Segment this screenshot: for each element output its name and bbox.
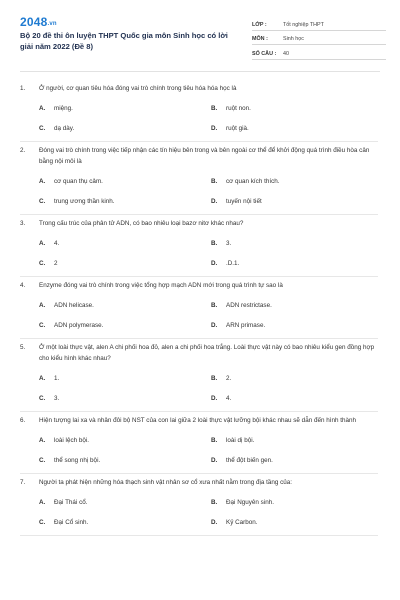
answer-options <box>20 488 378 528</box>
option-text: thể đột biến gen. <box>226 457 273 464</box>
answer-option[interactable] <box>39 435 211 446</box>
answer-option[interactable] <box>39 300 211 311</box>
answer-option[interactable] <box>211 103 383 114</box>
answer-option[interactable] <box>211 373 383 384</box>
option-letter: D. <box>211 260 218 267</box>
option-text: 3. <box>54 395 60 402</box>
answer-option[interactable] <box>39 123 211 134</box>
answer-option[interactable] <box>39 497 211 508</box>
answer-option[interactable] <box>39 176 211 187</box>
answer-option[interactable] <box>211 435 383 446</box>
option-letter: C. <box>39 198 46 205</box>
question-number: 6. <box>20 417 26 424</box>
option-letter: C. <box>39 457 46 464</box>
question-stem <box>20 280 378 291</box>
answer-options <box>20 364 378 404</box>
option-text: Đại Thái cổ. <box>54 499 88 506</box>
question-stem <box>20 415 378 426</box>
option-letter: B. <box>211 499 218 506</box>
answer-option[interactable] <box>211 196 383 207</box>
option-letter: A. <box>39 499 46 506</box>
option-letter: D. <box>211 395 218 402</box>
option-letter: A. <box>39 105 46 112</box>
option-text: 3. <box>226 240 232 247</box>
question-text: Ở một loài thực vật, alen A chi phối hoa đỏ, alen a chi phối hoa trắng. Loài thực vật này có bao nhiêu kiểu gen đồng hợp cho kiểu hình khác nhau? <box>39 344 375 362</box>
option-text: thể song nhị bội. <box>54 457 101 464</box>
answer-option[interactable] <box>39 517 211 528</box>
option-text: ADN polymerase. <box>54 322 104 329</box>
question-text: Trong cấu trúc của phân tử ADN, có bao nhiêu loại bazơ nitơ khác nhau? <box>39 220 244 227</box>
option-letter: B. <box>211 240 218 247</box>
answer-option[interactable] <box>211 517 383 528</box>
answer-option[interactable] <box>39 258 211 269</box>
meta-value: 40 <box>283 50 289 57</box>
option-letter: A. <box>39 240 46 247</box>
answer-option[interactable] <box>39 238 211 249</box>
option-text: cơ quan kích thích. <box>226 178 280 185</box>
answer-option[interactable] <box>211 258 383 269</box>
option-letter: D. <box>211 519 218 526</box>
option-letter: B. <box>211 375 218 382</box>
option-text: ruột già. <box>226 125 249 132</box>
question-stem <box>20 83 378 94</box>
option-text: .D.1. <box>226 260 240 267</box>
option-text: cơ quan thụ cảm. <box>54 178 103 185</box>
answer-option[interactable] <box>39 320 211 331</box>
option-letter: B. <box>211 105 218 112</box>
question-item <box>20 215 378 277</box>
option-letter: A. <box>39 302 46 309</box>
answer-option[interactable] <box>211 455 383 466</box>
answer-option[interactable] <box>39 103 211 114</box>
question-stem <box>20 342 378 364</box>
question-item <box>20 474 378 536</box>
question-number: 7. <box>20 479 26 486</box>
meta-value: Sinh học <box>283 36 304 42</box>
option-letter: A. <box>39 375 46 382</box>
exam-meta-table <box>252 16 386 60</box>
answer-options <box>20 94 378 134</box>
question-text: Hiện tượng lai xa và nhân đôi bộ NST của con lai giữa 2 loài thực vật lưỡng bội khác nhau sẽ dẫn đến hình thành <box>39 417 356 424</box>
option-letter: B. <box>211 302 218 309</box>
option-text: ARN primase. <box>226 322 266 329</box>
option-letter: A. <box>39 178 46 185</box>
option-letter: D. <box>211 198 218 205</box>
option-letter: D. <box>211 322 218 329</box>
question-stem <box>20 218 378 229</box>
question-number: 1. <box>20 85 26 92</box>
answer-options <box>20 167 378 207</box>
answer-option[interactable] <box>211 320 383 331</box>
question-stem <box>20 477 378 488</box>
question-number: 5. <box>20 344 26 351</box>
question-number: 2. <box>20 147 26 154</box>
question-item <box>20 339 378 412</box>
answer-option[interactable] <box>39 455 211 466</box>
answer-option[interactable] <box>39 373 211 384</box>
option-text: 2 <box>54 260 58 267</box>
question-number: 4. <box>20 282 26 289</box>
answer-option[interactable] <box>211 300 383 311</box>
header-divider <box>20 71 380 72</box>
meta-row-count <box>252 45 386 60</box>
question-list <box>20 80 378 536</box>
answer-option[interactable] <box>211 176 383 187</box>
meta-label: MÔN : <box>252 36 268 42</box>
option-letter: A. <box>39 437 46 444</box>
answer-option[interactable] <box>211 393 383 404</box>
option-text: ADN helicase. <box>54 302 94 309</box>
option-text: miệng. <box>54 105 73 112</box>
logo-main-text: 2048 <box>20 15 48 29</box>
option-letter: C. <box>39 519 46 526</box>
question-item <box>20 412 378 474</box>
option-letter: C. <box>39 395 46 402</box>
option-letter: B. <box>211 437 218 444</box>
logo-domain-text: .vn <box>47 21 57 27</box>
option-letter: C. <box>39 322 46 329</box>
question-text: Người ta phát hiện những hóa thạch sinh vật nhân sơ cổ xưa nhất nằm trong địa tầng của: <box>39 479 293 486</box>
answer-options <box>20 426 378 466</box>
page-title: Bộ 20 đề thi ôn luyện THPT Quốc gia môn Sinh học có lời giải năm 2022 (Đề 8) <box>20 31 228 51</box>
option-text: trung ương thần kinh. <box>54 198 115 205</box>
option-text: 4. <box>54 240 60 247</box>
option-letter: B. <box>211 178 218 185</box>
option-text: 2. <box>226 375 232 382</box>
question-item <box>20 80 378 142</box>
meta-row-class <box>252 16 386 31</box>
option-text: ADN restrictase. <box>226 302 272 309</box>
option-letter: C. <box>39 260 46 267</box>
meta-label: SỐ CÂU : <box>252 50 277 57</box>
option-text: dạ dày. <box>54 125 75 132</box>
site-logo[interactable] <box>20 15 57 29</box>
option-text: 1. <box>54 375 60 382</box>
answer-option[interactable] <box>39 196 211 207</box>
answer-option[interactable] <box>211 123 383 134</box>
option-text: Đại Nguyên sinh. <box>226 499 274 506</box>
option-letter: D. <box>211 457 218 464</box>
question-text: Đóng vai trò chính trong việc tiếp nhận các tín hiệu bên trong và bên ngoài cơ thể để khởi động quá trình điều hòa cân bằng nội môi là <box>39 147 370 165</box>
answer-options <box>20 291 378 331</box>
option-text: loài lệch bội. <box>54 437 90 444</box>
question-item <box>20 142 378 215</box>
option-text: ruột non. <box>226 105 251 112</box>
option-text: 4. <box>226 395 232 402</box>
option-text: tuyến nội tiết <box>226 198 262 205</box>
meta-label: LỚP : <box>252 21 267 28</box>
option-text: Kỷ Carbon. <box>226 519 258 526</box>
question-number: 3. <box>20 220 26 227</box>
question-text: Ở người, cơ quan tiêu hóa đóng vai trò chính trong tiêu hóa hóa học là <box>39 85 237 92</box>
answer-option[interactable] <box>211 497 383 508</box>
answer-option[interactable] <box>39 393 211 404</box>
meta-row-subject <box>252 31 386 46</box>
answer-option[interactable] <box>211 238 383 249</box>
question-item <box>20 277 378 339</box>
meta-value: Tốt nghiệp THPT <box>283 21 324 28</box>
option-text: Đại Cổ sinh. <box>54 519 89 526</box>
option-text: loài dị bội. <box>226 437 255 444</box>
question-text: Enzyme đóng vai trò chính trong việc tổng hợp mạch ADN mới trong quá trình tự sao là <box>39 282 283 289</box>
option-letter: C. <box>39 125 46 132</box>
answer-options <box>20 229 378 269</box>
question-stem <box>20 145 378 167</box>
option-letter: D. <box>211 125 218 132</box>
